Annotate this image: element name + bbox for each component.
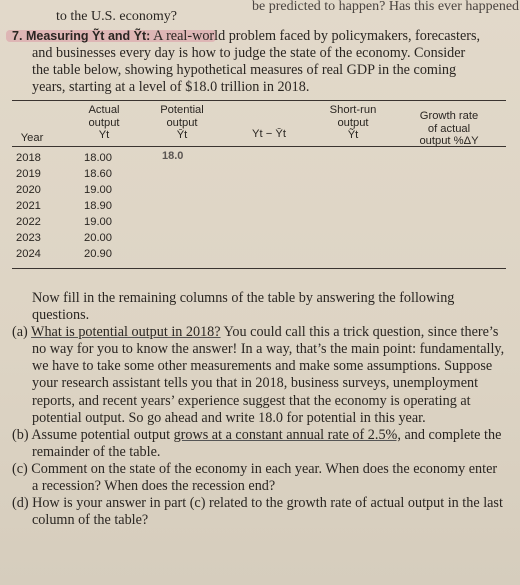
row-year: 2023 [16,232,41,244]
row-year: 2022 [16,216,41,228]
row-actual: 18.60 [84,168,112,180]
header-growth [404,110,494,148]
question-c-label: (c) [12,460,28,477]
header-growth-l2: of actual [427,122,471,135]
table-bottom-rule [12,268,506,269]
header-growth-l3: output %ΔY [419,135,479,147]
header-potential-l1: Potential [160,104,204,116]
table-row [12,232,506,247]
question-a [12,324,506,427]
header-short-run-l2: output [337,116,369,129]
header-short-run-l3: Ỹt [347,129,359,141]
row-actual: 20.90 [84,248,112,260]
table-row [12,216,506,231]
question-b-end: and complete the remainder of the table. [32,426,502,460]
problem-title: Measuring Ỹt and Ỹt: [25,29,151,43]
question-b-start: Assume potential output [31,426,174,443]
table-row [12,184,506,199]
instruction-text: Now fill in the remaining columns of the table by answering the following questions. [32,290,455,324]
problem-7 [12,28,506,96]
problem-intro-1: A real-world problem faced by policymakers, forecasters, [153,28,481,44]
question-d-label: (d) [12,495,29,512]
header-growth-l1: Growth rate [419,110,479,122]
questions-block [12,290,506,529]
problem-number: 7. [12,29,23,43]
table-row [12,152,506,167]
question-a-label: (a) [12,324,28,341]
row-actual: 19.00 [84,216,112,228]
row-year: 2024 [16,248,41,260]
row-year: 2021 [16,200,41,212]
header-actual-l1: Actual [88,104,120,116]
handwritten-potential-2018: 18.0 [162,150,184,162]
header-short-run-l1: Short-run [329,104,377,116]
top-right-text: be predicted to happen? Has this ever happened [252,0,520,14]
question-c [12,461,506,495]
question-d [12,495,506,529]
row-year: 2020 [16,184,41,196]
question-b [12,427,506,461]
problem-intro-3: the table below, showing hypothetical measures of real GDP in the coming [32,62,457,78]
row-year: 2019 [16,168,41,180]
header-potential-l2: output [166,116,198,129]
row-year: 2018 [16,152,41,164]
table-header-rule [12,146,506,147]
header-year: Year [20,132,44,144]
problem-intro-2: and businesses every day is how to judge the state of the economy. Consider [32,45,466,61]
row-actual: 20.00 [84,232,112,244]
header-actual-l2: output [88,116,120,129]
question-b-highlight: grows at a constant annual rate of 2.5%, [173,426,401,443]
question-a-underlined: What is potential output in 2018? [31,324,221,341]
header-actual [74,104,134,142]
table-row [12,168,506,183]
header-potential-l3: Ȳt [176,129,188,141]
top-left-text: to the U.S. economy? [56,9,177,24]
table-row [12,200,506,215]
question-b-label: (b) [12,426,29,443]
row-actual: 18.00 [84,152,112,164]
question-a-text: You could call this a trick question, since there’s no way for you to know the answer! In a way, that’s the main point: fundamentally, we have to take some other measurements and make some assumptions. Suppose your research assistant tells you that in 2018, business surveys, unemployment reports, and recent years’ experience suggest that the economy is operating at potential output. So go ahead and write 18.0 for potential in this year. [32,324,505,426]
header-potential [150,104,214,142]
question-c-text: Comment on the state of the economy in each year. When does the economy enter a recession? When does the recession end? [31,460,498,495]
question-d-text: How is your answer in part (c) related to the growth rate of actual output in the last column of the table? [32,495,503,529]
header-actual-l3: Yt [98,129,110,141]
table-top-rule [12,100,506,101]
problem-intro-4: years, starting at a level of $18.0 trillion in 2018. [32,79,310,95]
header-short-run [318,104,388,142]
row-actual: 19.00 [84,184,112,196]
table-row [12,248,506,263]
row-actual: 18.90 [84,200,112,212]
header-gap: Yt − Ȳt [252,128,286,140]
